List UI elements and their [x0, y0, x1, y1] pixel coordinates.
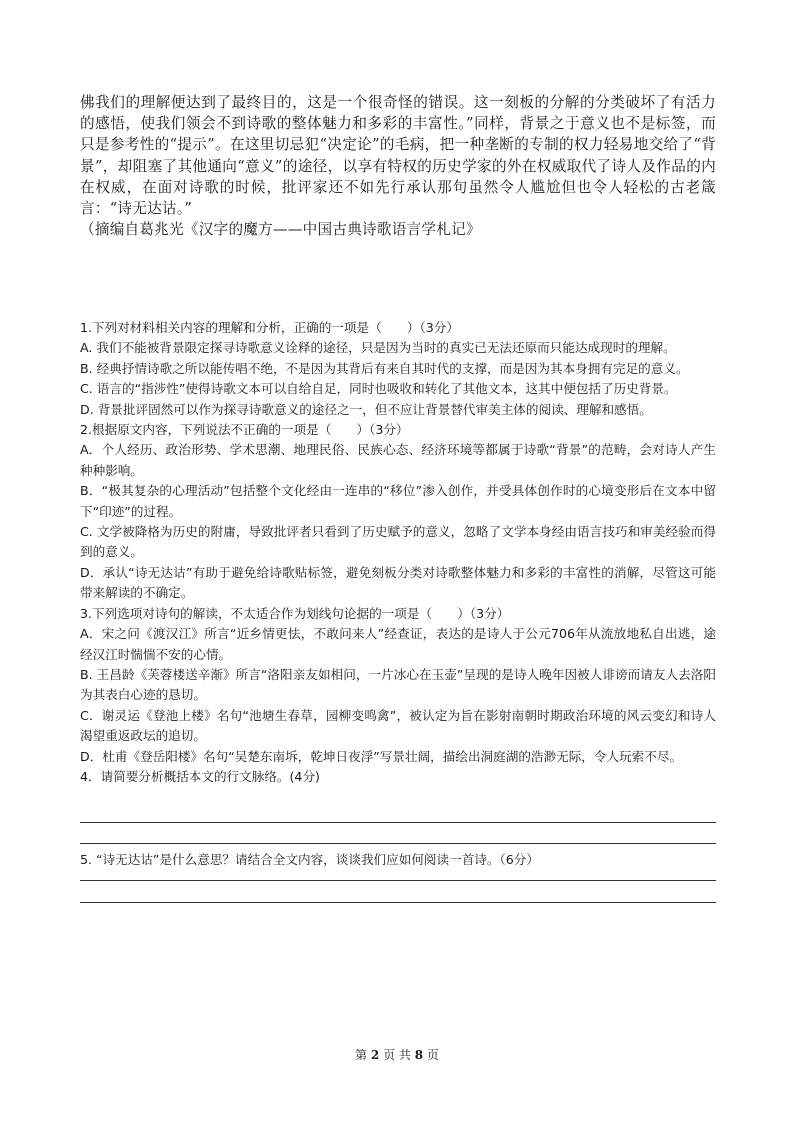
question-5	[80, 850, 716, 870]
option-a: A．宋之问《渡汉江》所言“近乡情更怯，不敢问来人”经查证，表达的是诗人于公元706年从流放地私自出逃，途经汉江时惴惴不安的心情。	[80, 626, 716, 662]
option-b: B．“极其复杂的心理活动”包括整个文化经由一连串的“移位”渗入创作，并受具体创作时的心境变形后在文本中留下“印迹”的过程。	[80, 483, 716, 519]
option-d: D．承认“诗无达诂”有助于避免给诗歌贴标签，避免刻板分类对诗歌整体魅力和多彩的丰富性的消解，尽管这可能带来解读的不确定。	[80, 564, 716, 601]
passage	[80, 92, 716, 240]
page-number: 2	[370, 1048, 380, 1062]
answer-area-q5[interactable]	[80, 880, 716, 903]
question-list	[80, 318, 716, 787]
question-stem: 2.根据原文内容，下列说法不正确的一项是（ ）（3分）	[80, 422, 409, 438]
answer-line[interactable]	[80, 880, 716, 881]
option-c: C. 文学被降格为历史的附庸，导致批评者只看到了历史赋予的意义，忽略了文学本身经由语言技巧和审美经验而得到的意义。	[80, 524, 716, 560]
question-4	[80, 767, 716, 787]
passage-text: 佛我们的理解便达到了最终目的，这是一个很奇怪的错误。这一刻板的分解的分类破坏了有活力的感悟，使我们领会不到诗歌的整体魅力和多彩的丰富性。”同样，背景之于意义也不是标签，而只是参考性的“提示”。在这里切忌犯“决定论”的毛病，把一种垄断的专制的权力轻易地交给了“背景”，却阻塞了其他通向“意义”的途径，以享有特权的历史学家的外在权威取代了诗人及作品的内在权威，在面对诗歌的时候，批评家还不如先行承认那句虽然令人尴尬但也令人轻松的古老箴言：“诗无达诂。”	[80, 94, 716, 218]
question-2	[80, 420, 716, 604]
question-stem: 3.下列选项对诗句的解读，不太适合作为划线句论据的一项是（ ）（3分）	[80, 605, 510, 621]
option-c: C．谢灵运《登池上楼》名句“池塘生春草，园柳变鸣禽”，被认定为旨在影射南朝时期政治环境的风云变幻和诗人渴望重返政坛的追切。	[80, 707, 716, 744]
option-b: B. 王昌龄《芙蓉楼送辛渐》所言“洛阳亲友如相问，一片冰心在玉壶”呈现的是诗人晚年因被人诽谤而请友人去洛阳为其表白心迹的恳切。	[80, 666, 716, 703]
page-footer	[0, 1046, 794, 1063]
question-1	[80, 318, 716, 420]
option-a: A. 我们不能被背景限定探寻诗歌意义诠释的途径，只是因为当时的真实已无法还原而只能达成现时的理解。	[80, 340, 676, 356]
question-stem: 1.下列对材料相关内容的理解和分析，正确的一项是（ ）（3分）	[80, 320, 459, 335]
option-d: D．杜甫《登岳阳楼》名句“吴楚东南坼，乾坤日夜浮”写景壮阔，描绘出洞庭湖的浩渺无际，令人玩索不尽。	[80, 748, 683, 764]
option-b: B. 经典抒情诗歌之所以能传唱不绝，不是因为其背后有来自其时代的支撑，而是因为其本身拥有完足的意义。	[80, 360, 689, 376]
footer-mid: 页 共	[383, 1048, 411, 1062]
answer-line[interactable]	[80, 902, 716, 903]
option-c: C. 语言的“指涉性”使得诗歌文本可以自给自足，同时也吸收和转化了其他文本，这其中便包括了历史背景。	[80, 381, 677, 397]
question-stem: 4．请简要分析概括本文的行文脉络。(4分)	[80, 768, 320, 784]
option-d: D. 背景批评固然可以作为探寻诗歌意义的途径之一，但不应让背景替代审美主体的阅读、理解和感悟。	[80, 401, 652, 417]
option-a: A．个人经历、政治形势、学术思潮、地理民俗、民族心态、经济环境等都属于诗歌“背景”的范畴，会对诗人产生种种影响。	[80, 442, 716, 478]
footer-prefix: 第	[355, 1048, 368, 1062]
question-stem: 5. “诗无达诂”是什么意思？请结合全文内容，谈谈我们应如何阅读一首诗。（6分）	[80, 852, 539, 867]
answer-line[interactable]	[80, 843, 716, 844]
question-3	[80, 604, 716, 767]
footer-suffix: 页	[426, 1048, 439, 1062]
answer-line[interactable]	[80, 822, 716, 823]
passage-source: （摘编自葛兆光《汉字的魔方——中国古典诗歌语言学札记》	[80, 221, 481, 239]
page-total: 8	[414, 1048, 424, 1062]
answer-area-q4[interactable]	[80, 822, 716, 844]
